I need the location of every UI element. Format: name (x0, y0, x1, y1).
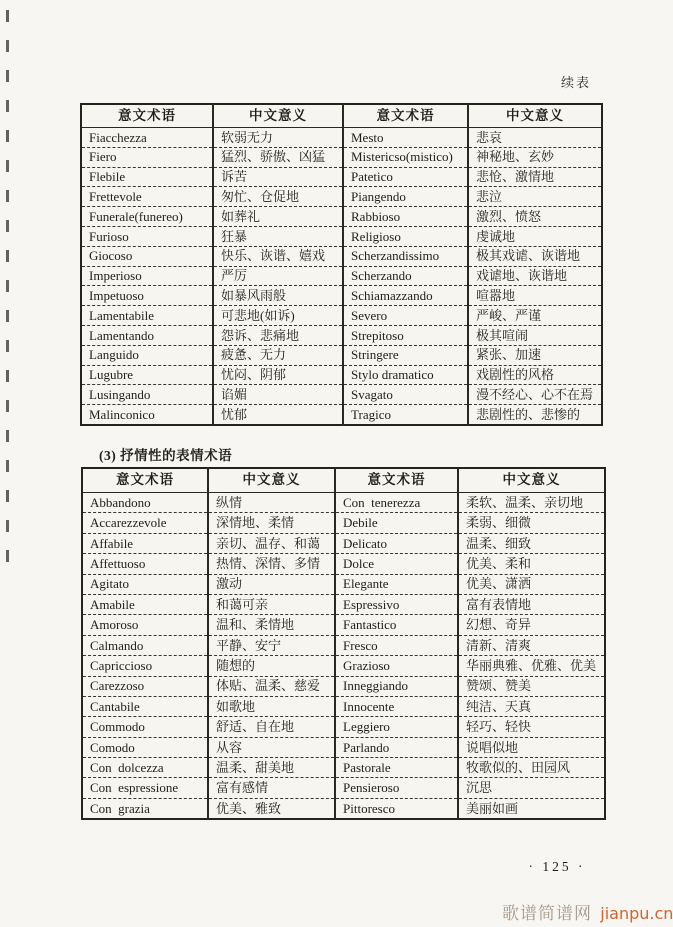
chinese-meaning-cell: 极其戏谑、诙谐地 (468, 246, 602, 266)
italian-term-cell: Frettevole (81, 187, 213, 207)
table-row (82, 717, 605, 737)
chinese-meaning-cell: 美丽如画 (458, 798, 605, 819)
chinese-meaning-cell: 说唱似地 (458, 737, 605, 757)
italian-term-cell: Pittoresco (335, 798, 458, 819)
italian-term-cell: Furioso (81, 226, 213, 246)
section-heading: (3) 抒情性的表情术语 (99, 448, 233, 463)
table-row (81, 345, 602, 365)
table-row (82, 798, 605, 819)
chinese-meaning-cell: 舒适、自在地 (208, 717, 335, 737)
italian-term-cell: Inneggiando (335, 676, 458, 696)
italian-term-cell: Funerale(funereo) (81, 207, 213, 227)
table-row (82, 676, 605, 696)
chinese-meaning-cell: 匆忙、仓促地 (213, 187, 343, 207)
italian-term-cell: Lamentando (81, 325, 213, 345)
table-row (82, 493, 605, 513)
chinese-meaning-cell: 平静、安宁 (208, 635, 335, 655)
italian-term-cell: Commodo (82, 717, 208, 737)
italian-term-cell: Flebile (81, 167, 213, 187)
italian-term-cell: Stringere (343, 345, 468, 365)
chinese-meaning-cell: 悲怆、激情地 (468, 167, 602, 187)
table-row (81, 167, 602, 187)
italian-term-cell: Agitato (82, 574, 208, 594)
table-row (82, 696, 605, 716)
chinese-meaning-cell: 幻想、奇异 (458, 615, 605, 635)
chinese-meaning-cell: 热情、深情、多情 (208, 554, 335, 574)
table-row (81, 325, 602, 345)
italian-term-cell: Languido (81, 345, 213, 365)
italian-term-cell: Tragico (343, 405, 468, 425)
italian-term-cell: Espressivo (335, 594, 458, 614)
table-row (81, 246, 602, 266)
table-row (81, 365, 602, 385)
italian-term-cell: Lusingando (81, 385, 213, 405)
table-row (81, 128, 602, 148)
table-row (82, 574, 605, 594)
chinese-meaning-cell: 如歌地 (208, 696, 335, 716)
header-row (82, 468, 605, 493)
table-row (82, 513, 605, 533)
chinese-meaning-cell: 软弱无力 (213, 128, 343, 148)
chinese-meaning-cell: 体贴、温柔、慈爱 (208, 676, 335, 696)
italian-term-cell: Dolce (335, 554, 458, 574)
chinese-meaning-cell: 严厉 (213, 266, 343, 286)
chinese-meaning-cell: 清新、清爽 (458, 635, 605, 655)
chinese-meaning-cell: 温柔、细致 (458, 533, 605, 553)
italian-term-cell: Leggiero (335, 717, 458, 737)
chinese-meaning-cell: 如暴风雨般 (213, 286, 343, 306)
italian-term-cell: Capriccioso (82, 656, 208, 676)
italian-term-cell: Elegante (335, 574, 458, 594)
chinese-meaning-cell: 忧闷、阴郁 (213, 365, 343, 385)
chinese-meaning-cell: 优美、潇洒 (458, 574, 605, 594)
italian-term-cell: Comodo (82, 737, 208, 757)
chinese-meaning-cell: 优美、柔和 (458, 554, 605, 574)
italian-term-cell: Calmando (82, 635, 208, 655)
chinese-meaning-cell: 紧张、加速 (468, 345, 602, 365)
italian-term-cell: Schiamazzando (343, 286, 468, 306)
chinese-meaning-cell: 悲剧性的、悲惨的 (468, 405, 602, 425)
chinese-meaning-cell: 虔诚地 (468, 226, 602, 246)
italian-term-cell: Parlando (335, 737, 458, 757)
column-header: 意文术语 (82, 468, 208, 493)
chinese-meaning-cell: 悲哀 (468, 128, 602, 148)
watermark (502, 899, 673, 924)
italian-term-cell: Patetico (343, 167, 468, 187)
table-row (81, 207, 602, 227)
column-header: 中文意义 (208, 468, 335, 493)
italian-term-cell: Pastorale (335, 758, 458, 778)
chinese-meaning-cell: 柔弱、细微 (458, 513, 605, 533)
italian-term-cell: Severo (343, 306, 468, 326)
expression-terms-table-continued (80, 103, 603, 426)
italian-term-cell: Rabbioso (343, 207, 468, 227)
lyrical-expression-terms-table (81, 467, 606, 820)
chinese-meaning-cell: 纯洁、天真 (458, 696, 605, 716)
chinese-meaning-cell: 神秘地、玄妙 (468, 147, 602, 167)
italian-term-cell: Fiero (81, 147, 213, 167)
page-number: · 125 · (528, 859, 586, 874)
italian-term-cell: Pensieroso (335, 778, 458, 798)
italian-term-cell: Delicato (335, 533, 458, 553)
italian-term-cell: Cantabile (82, 696, 208, 716)
italian-term-cell: Grazioso (335, 656, 458, 676)
chinese-meaning-cell: 猛烈、骄傲、凶猛 (213, 147, 343, 167)
chinese-meaning-cell: 悲泣 (468, 187, 602, 207)
italian-term-cell: Con espressione (82, 778, 208, 798)
chinese-meaning-cell: 和蔼可亲 (208, 594, 335, 614)
watermark-site-name: 歌谱简谱网 (502, 904, 592, 923)
chinese-meaning-cell: 忧郁 (213, 405, 343, 425)
italian-term-cell: Con dolcezza (82, 758, 208, 778)
chinese-meaning-cell: 谄媚 (213, 385, 343, 405)
chinese-meaning-cell: 温柔、甜美地 (208, 758, 335, 778)
italian-term-cell: Innocente (335, 696, 458, 716)
italian-term-cell: Affettuoso (82, 554, 208, 574)
italian-term-cell: Accarezzevole (82, 513, 208, 533)
chinese-meaning-cell: 漫不经心、心不在焉 (468, 385, 602, 405)
chinese-meaning-cell: 戏谑地、诙谐地 (468, 266, 602, 286)
chinese-meaning-cell: 快乐、诙谐、嬉戏 (213, 246, 343, 266)
table-row (81, 385, 602, 405)
watermark-site-url: jianpu.cn (600, 904, 673, 923)
italian-term-cell: Piangendo (343, 187, 468, 207)
column-header: 意文术语 (335, 468, 458, 493)
chinese-meaning-cell: 从容 (208, 737, 335, 757)
table-row (81, 266, 602, 286)
chinese-meaning-cell: 极其喧闹 (468, 325, 602, 345)
chinese-meaning-cell: 随想的 (208, 656, 335, 676)
table-row (82, 635, 605, 655)
table-row (82, 656, 605, 676)
italian-term-cell: Svagato (343, 385, 468, 405)
italian-term-cell: Amoroso (82, 615, 208, 635)
chinese-meaning-cell: 轻巧、轻快 (458, 717, 605, 737)
chinese-meaning-cell: 优美、雅致 (208, 798, 335, 819)
chinese-meaning-cell: 诉苦 (213, 167, 343, 187)
italian-term-cell: Fresco (335, 635, 458, 655)
italian-term-cell: Amabile (82, 594, 208, 614)
chinese-meaning-cell: 可悲地(如诉) (213, 306, 343, 326)
table-row (81, 286, 602, 306)
italian-term-cell: Con grazia (82, 798, 208, 819)
table-row (81, 306, 602, 326)
chinese-meaning-cell: 华丽典雅、优雅、优美 (458, 656, 605, 676)
italian-term-cell: Impetuoso (81, 286, 213, 306)
chinese-meaning-cell: 戏剧性的风格 (468, 365, 602, 385)
chinese-meaning-cell: 纵情 (208, 493, 335, 513)
chinese-meaning-cell: 温和、柔情地 (208, 615, 335, 635)
italian-term-cell: Strepitoso (343, 325, 468, 345)
italian-term-cell: Abbandono (82, 493, 208, 513)
chinese-meaning-cell: 牧歌似的、田园风 (458, 758, 605, 778)
table-row (82, 533, 605, 553)
italian-term-cell: Giocoso (81, 246, 213, 266)
table-row (82, 594, 605, 614)
italian-term-cell: Debile (335, 513, 458, 533)
italian-term-cell: Fiacchezza (81, 128, 213, 148)
table-row (81, 147, 602, 167)
italian-term-cell: Lugubre (81, 365, 213, 385)
table-row (82, 737, 605, 757)
chinese-meaning-cell: 严峻、严谨 (468, 306, 602, 326)
chinese-meaning-cell: 富有表情地 (458, 594, 605, 614)
chinese-meaning-cell: 激动 (208, 574, 335, 594)
table-row (81, 405, 602, 425)
chinese-meaning-cell: 怨诉、悲痛地 (213, 325, 343, 345)
italian-term-cell: Imperioso (81, 266, 213, 286)
chinese-meaning-cell: 赞颂、赞美 (458, 676, 605, 696)
italian-term-cell: Carezzoso (82, 676, 208, 696)
chinese-meaning-cell: 如葬礼 (213, 207, 343, 227)
table-row (82, 758, 605, 778)
continued-table-label: 续表 (561, 75, 592, 90)
header-row (81, 104, 602, 128)
column-header: 意文术语 (81, 104, 213, 128)
table-row (82, 778, 605, 798)
binding-edge-dashes (6, 10, 9, 580)
italian-term-cell: Fantastico (335, 615, 458, 635)
chinese-meaning-cell: 柔软、温柔、亲切地 (458, 493, 605, 513)
italian-term-cell: Religioso (343, 226, 468, 246)
table-row (81, 187, 602, 207)
column-header: 中文意义 (458, 468, 605, 493)
chinese-meaning-cell: 沉思 (458, 778, 605, 798)
chinese-meaning-cell: 喧嚣地 (468, 286, 602, 306)
italian-term-cell: Mistericso(mistico) (343, 147, 468, 167)
table-row (82, 615, 605, 635)
italian-term-cell: Scherzandissimo (343, 246, 468, 266)
chinese-meaning-cell: 狂暴 (213, 226, 343, 246)
chinese-meaning-cell: 富有感情 (208, 778, 335, 798)
chinese-meaning-cell: 疲惫、无力 (213, 345, 343, 365)
chinese-meaning-cell: 激烈、愤怒 (468, 207, 602, 227)
italian-term-cell: Affabile (82, 533, 208, 553)
italian-term-cell: Scherzando (343, 266, 468, 286)
column-header: 中文意义 (213, 104, 343, 128)
chinese-meaning-cell: 深情地、柔情 (208, 513, 335, 533)
italian-term-cell: Malinconico (81, 405, 213, 425)
italian-term-cell: Mesto (343, 128, 468, 148)
italian-term-cell: Con tenerezza (335, 493, 458, 513)
table-row (81, 226, 602, 246)
italian-term-cell: Stylo dramatico (343, 365, 468, 385)
chinese-meaning-cell: 亲切、温存、和蔼 (208, 533, 335, 553)
column-header: 意文术语 (343, 104, 468, 128)
column-header: 中文意义 (468, 104, 602, 128)
italian-term-cell: Lamentabile (81, 306, 213, 326)
table-row (82, 554, 605, 574)
